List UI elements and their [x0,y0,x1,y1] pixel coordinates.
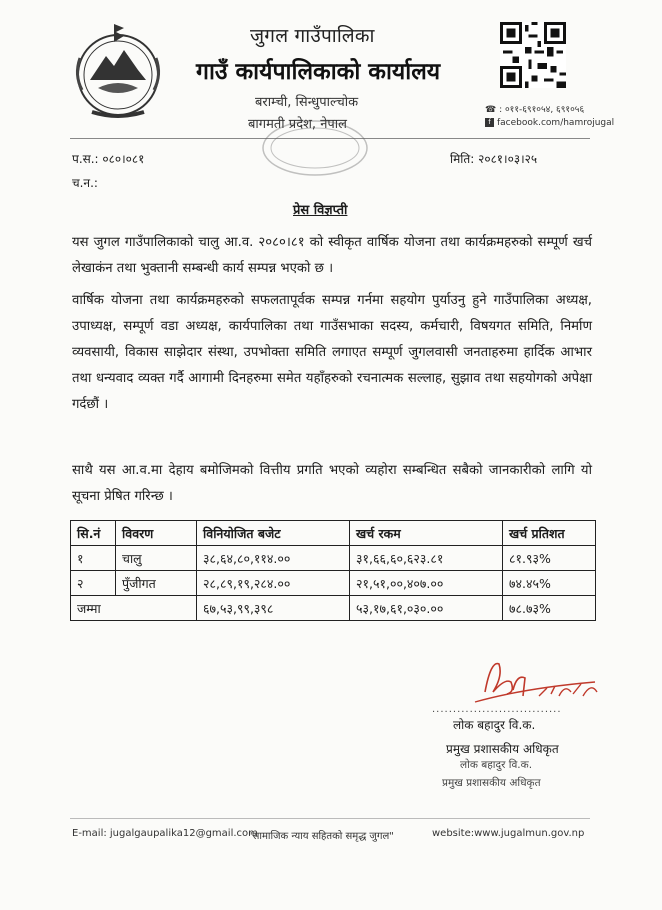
notice-paragraph-1: यस जुगल गाउँपालिकाको चालु आ.व. २०८०।८१ को स्वीकृत वार्षिक योजना तथा कार्यक्रमहरुको सम्पूर्ण खर्च लेखाकंन तथा भुक्तानी सम्बन्धी कार्य सम्पन्न भएको छ । [72,235,592,276]
footer-divider [70,818,590,819]
notice-heading: प्रेस विज्ञप्ती [293,203,348,218]
facebook-link[interactable] [485,118,614,128]
dispatch-number: च.न.: [72,176,98,190]
table-cell: २ [71,571,116,596]
facebook-icon: f [485,118,494,127]
stamp-post: प्रमुख प्रशासकीय अधिकृत [442,777,541,789]
footer-email[interactable]: E-mail: jugalgaupalika12@gmail.com [72,828,258,839]
qr-code-icon [500,22,566,88]
address-line2: बागमती प्रदेश, नेपाल [248,117,347,132]
stamp-name: लोक बहादुर वि.क. [460,759,533,771]
notice-paragraph-2: वार्षिक योजना तथा कार्यक्रमहरुको सफलतापूर्वक सम्पन्न गर्नमा सहयोग पुर्याउनु हुने गाउँपालिका अध्यक्ष, उपाध्यक्ष, सम्पूर्ण वडा अध्यक्ष, कार्यपालिका तथा गाउँसभाका सदस्य, कर्मचारी, विषयगत समिति, निर्माण व्यवसायी, विकास साझेदार संस्था, उपभोक्ता समिति लगाएत सम्पूर्ण जुगलवासी जनताहरुमा हार्दिक आभार तथा धन्यवाद व्यक्त गर्दै आगामी दिनहरुमा समेत यहाँहरुको रचनात्मक सल्लाह, सुझाव तथा सहयोगको अपेक्षा गर्दछौं । [72,293,592,412]
table-cell: १ [71,546,116,571]
facebook-url: facebook.com/hamrojugal [497,118,615,128]
table-cell: ५३,१७,६१,०३०.०० [350,596,503,621]
table-cell: ६७,५३,९९,३९८ [197,596,350,621]
table-cell: पुँजीगत [116,571,197,596]
reference-number: प.स.: ०८०।०८१ [72,152,145,166]
table-cell: ७४.४५% [503,571,596,596]
document-date: मिति: २०८१।०३।२५ [450,152,538,166]
table-cell: ८१.९३% [503,546,596,571]
office-stamp [260,118,370,178]
table-cell: ७८.७३% [503,596,596,621]
table-header-cell: खर्च रकम [350,521,503,546]
municipality-name: जुगल गाउँपालिका [250,25,375,47]
signature-line: ............................... [432,704,562,715]
table-total-row [71,596,596,621]
office-name: गाउँ कार्यपालिकाको कार्यालय [196,59,441,85]
footer-website[interactable]: website:www.jugalmun.gov.np [432,828,585,839]
footer-motto: "सामाजिक न्याय सहितको समृद्ध जुगल" [248,831,394,842]
financial-progress-table [70,520,596,621]
table-row [71,571,596,596]
table-cell: २८,८९,१९,२८४.०० [197,571,350,596]
table-row [71,546,596,571]
table-cell: ३१,६६,६०,६२३.८१ [350,546,503,571]
table-header-cell: खर्च प्रतिशत [503,521,596,546]
handwritten-signature [455,652,605,712]
address-line1: बराम्ची, सिन्धुपाल्चोक [255,95,359,110]
table-header-cell: विनियोजित बजेट [197,521,350,546]
signatory-name: लोक बहादुर वि.क. [453,718,536,732]
table-cell: ३८,६४,८०,११४.०० [197,546,350,571]
table-cell: चालु [116,546,197,571]
nepal-emblem-icon [68,20,168,120]
phone-number: ☎ : ०११-६९१०५४, ६९१०५६ [485,105,585,115]
table-header-row [71,521,596,546]
table-header-cell: विवरण [116,521,197,546]
table-total-label: जम्मा [71,596,197,621]
table-cell: २१,५१,००,४०७.०० [350,571,503,596]
signatory-post: प्रमुख प्रशासकीय अधिकृत [446,742,559,756]
notice-paragraph-3: साथै यस आ.व.मा देहाय बमोजिमको वित्तीय प्रगति भएको व्यहोरा सम्बन्धित सबैको जानकारीको लागि यो सूचना प्रेषित गरिन्छ । [72,463,592,504]
table-header-cell: सि.नं [71,521,116,546]
